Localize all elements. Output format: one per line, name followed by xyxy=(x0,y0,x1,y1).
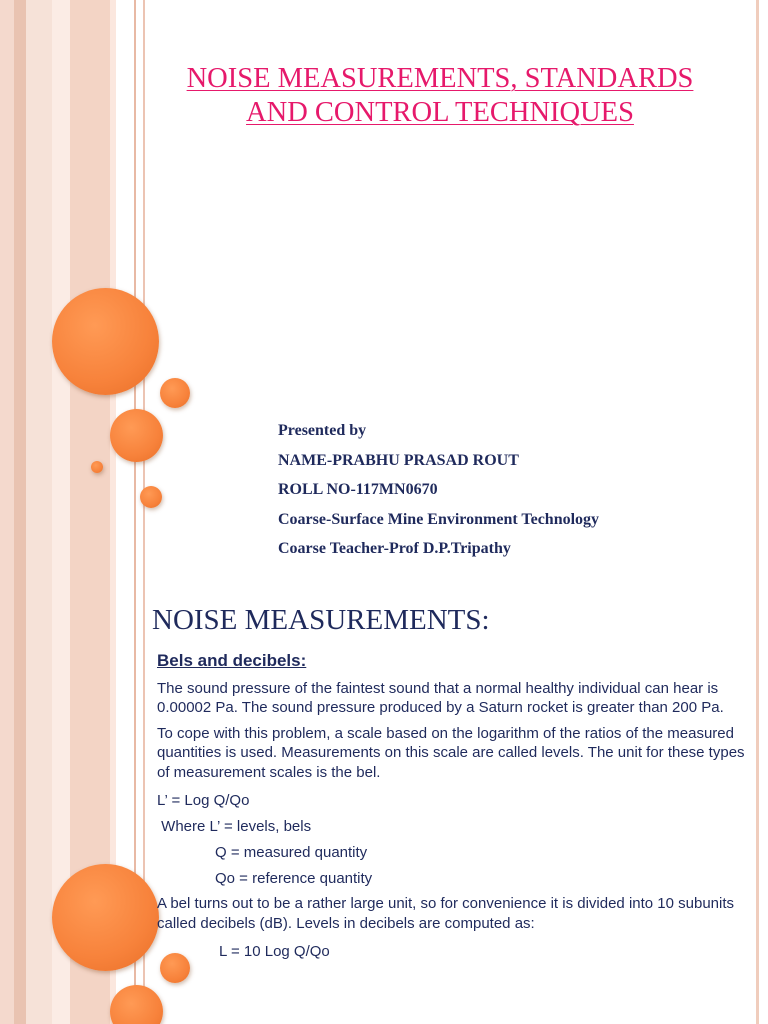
slide-heading: NOISE MEASUREMENTS: xyxy=(152,604,490,636)
course-teacher: Coarse Teacher-Prof D.P.Tripathy xyxy=(278,540,511,558)
definition-q: Q = measured quantity xyxy=(215,844,368,861)
decorative-circle-medium xyxy=(110,985,163,1024)
content-slide xyxy=(0,596,768,1024)
title-line-2: AND CONTROL TECHNIQUES xyxy=(246,97,634,128)
decorative-stripe xyxy=(756,596,759,1024)
title-line-1: NOISE MEASUREMENTS, STANDARDS xyxy=(186,63,694,94)
presented-by-label: Presented by xyxy=(278,422,367,439)
decorative-circle-large xyxy=(52,864,159,971)
definition-qo: Qo = reference quantity xyxy=(215,870,373,887)
paragraph-sound-pressure: The sound pressure of the faintest sound that a normal healthy individual can hear is 0.00002 Pa. The sound pressure produced by a Saturn rocket is greater than 200 Pa. xyxy=(157,679,724,716)
slide-body xyxy=(157,651,747,965)
decorative-circle-small xyxy=(160,378,190,408)
decorative-stripe xyxy=(0,596,14,1024)
formula-decibels: L = 10 Log Q/Qo xyxy=(219,943,330,960)
presenter-name: NAME-PRABHU PRASAD ROUT xyxy=(278,451,519,469)
paragraph-log-scale: To cope with this problem, a scale based on the logarithm of the ratios of the measured quantities is used. Measurements on this scale are called levels. The unit for these types of measurement scales is the bel. xyxy=(157,724,745,781)
roll-number: ROLL NO-117MN0670 xyxy=(278,481,438,499)
slide-title xyxy=(120,62,760,130)
paragraph-decibels: A bel turns out to be a rather large unit, so for convenience it is divided into 10 subunits called decibels (dB). Levels in decibels are computed as: xyxy=(157,895,735,932)
where-levels: Where L’ = levels, bels xyxy=(157,818,312,835)
decorative-stripe xyxy=(143,596,145,1024)
decorative-stripe xyxy=(52,0,70,596)
presenter-info xyxy=(278,416,599,564)
decorative-circle-small xyxy=(140,486,162,508)
decorative-stripe xyxy=(26,596,52,1024)
decorative-circle-medium xyxy=(110,409,163,462)
decorative-stripe xyxy=(26,0,52,596)
course-name: Coarse-Surface Mine Environment Technology xyxy=(278,510,600,528)
decorative-stripe xyxy=(52,596,70,1024)
formula-bels: L’ = Log Q/Qo xyxy=(157,792,250,809)
decorative-stripe xyxy=(14,596,26,1024)
decorative-circle-large xyxy=(52,288,159,395)
decorative-stripe xyxy=(0,0,14,596)
decorative-stripe xyxy=(14,0,26,596)
subheading: Bels and decibels: xyxy=(157,651,307,670)
decorative-circle-tiny xyxy=(91,461,103,473)
